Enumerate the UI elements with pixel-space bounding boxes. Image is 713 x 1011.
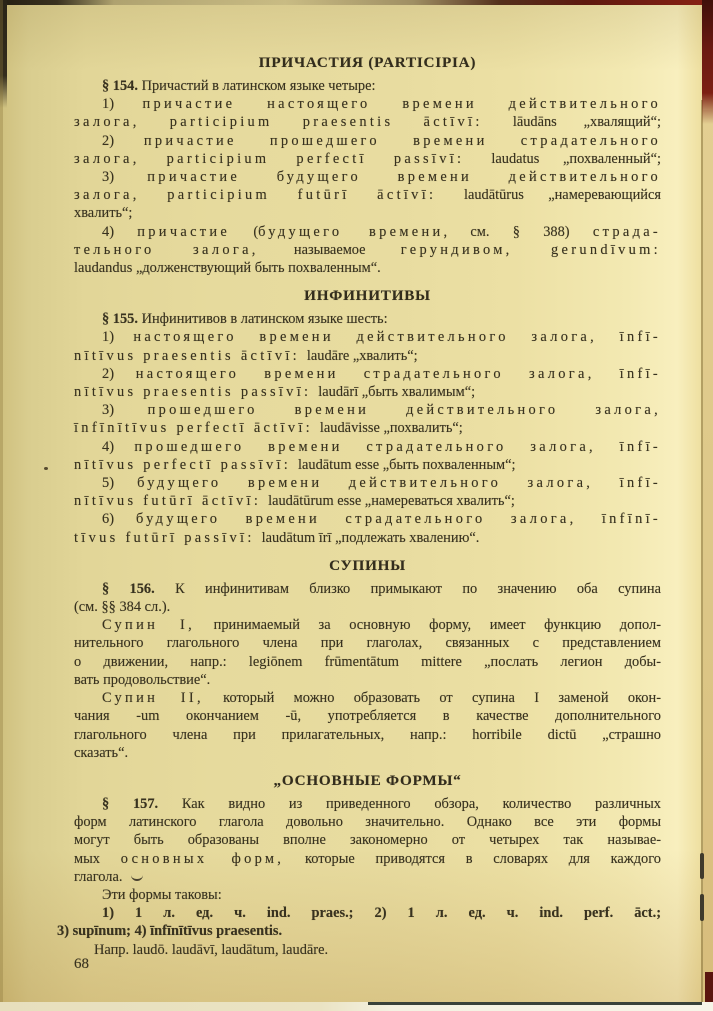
text-segment: Инфинитивов в латинском языке шесть: [141,311,388,328]
text-line [74,259,661,277]
text-segment: § 157. [102,795,182,812]
text-line [74,168,661,186]
text-line [74,438,661,456]
text-line [74,850,661,868]
text-segment: § 154. [102,78,142,94]
paragraph [74,365,661,401]
text-segment: прошедшего времени страдательного залога, īnfī- [134,438,662,455]
text-segment: чания -um окончанием -ū, употребляется в качестве дополнительного [74,708,661,725]
text-segment: принимаемый за основную форму, имеет функцию допол- [195,617,661,634]
text-segment: 3) supīnum; 4) īnfīnītīvus praesentis. [57,923,283,940]
section-heading: ПРИЧАСТИЯ (PARTICIPIA) [258,54,477,71]
text-segment: laudātum īrī „подлежать хвалению“. [261,529,480,546]
text-segment: сказать“. [74,744,129,761]
paragraph [74,580,661,616]
text-line [74,831,661,849]
paragraph [74,223,661,278]
text-line [74,383,661,401]
text-segment: залога, participium perfectī passīvī: [74,150,492,167]
text-line [74,510,661,528]
text-segment: nītīvus praesentis āctīvī: [74,347,307,364]
text-segment: ( [230,223,259,240]
text-line [74,744,661,762]
text-line [74,347,661,365]
text-segment: lāudāns „хвалящий“; [512,114,661,131]
text-segment: причастие прошедшего времени страдательного [143,132,661,149]
text-line [74,328,661,346]
text-segment: 2) [102,365,136,382]
text-line [74,186,661,204]
text-segment: Как видно из приведенного обзора, количество различных [181,795,661,812]
text-line [74,419,661,437]
page-top-edge-shadow [0,0,713,5]
paragraph [74,795,661,886]
text-segment: 4) [102,223,138,240]
book-cover-red-edge-bottom [705,972,713,1004]
section-heading: ИНФИНИТИВЫ [304,287,431,305]
text-segment: nītīvus praesentis passīvī: [74,384,319,401]
paragraph [74,328,661,364]
text-segment: глагола. [74,868,123,885]
text-segment: Причастий в латинском языке четыре: [141,78,376,94]
text-segment: залога, participium praesentis āctīvī: [74,114,513,131]
paragraph [74,310,661,328]
text-line [74,529,661,547]
text-segment: мых [74,850,121,867]
text-line [74,401,661,419]
text-segment: laudandus „долженствующий быть похваленным“. [74,260,381,277]
text-segment: 1) [102,96,143,113]
text-segment: которые приводятся в словарях для каждого [284,850,661,867]
text-segment: будущего времени действительного залога, īnfī- [137,475,661,492]
text-segment: герундивом, gerundīvum: [400,241,661,258]
text-segment: laudārī „быть хвалимым“; [318,384,476,401]
text-segment: нительного глагольного члена при глаголах, связанных с представлением [74,635,661,652]
page-number: 68 [74,956,89,972]
text-segment: Эти формы таковы: [102,886,222,903]
text-line [74,795,661,813]
text-line [74,474,661,492]
text-segment: о движении, напр.: legiōnem frūmentātum mittere „послать легион добы- [74,653,661,670]
text-segment: laudāvisse „похвалить“; [319,420,463,437]
text-segment: 4) [102,438,135,455]
text-segment: причастие [137,223,231,240]
text-segment: причастие будущего времени действительного [147,169,661,186]
paragraph [74,886,661,904]
margin-dash-mark-2 [700,894,704,921]
text-block [57,0,662,959]
text-line [74,813,661,831]
paragraph [74,510,661,546]
text-line [74,95,661,113]
text-line [74,492,661,510]
text-line [74,150,661,168]
section-heading: СУПИНЫ [329,556,406,574]
page-right-edge-strip [703,110,713,990]
text-line [74,941,661,959]
text-line [74,904,661,922]
text-segment: будущего времени страдательного залога, īnfīnī- [136,511,661,528]
text-segment: (см. §§ 384 сл.). [74,599,171,616]
text-segment: будущего времени [258,223,444,240]
section-heading: „ОСНОВНЫЕ ФОРМЫ“ [273,771,462,789]
text-line [74,310,661,328]
text-line [74,77,661,95]
text-segment: 1) [102,329,134,346]
text-line [74,689,661,707]
text-segment: laudātūrus „намеревающийся [463,187,662,204]
paragraph [57,904,661,959]
book-cover-red-edge-top [702,0,713,124]
text-segment: laudātum esse „быть похваленным“; [298,456,516,473]
paragraph [74,474,661,510]
text-segment: , см. § 388) [443,223,593,240]
text-segment: tīvus futūrī passīvī: [74,529,262,546]
text-segment: 2) [102,132,144,149]
page-left-edge [0,0,3,1011]
text-segment: Супин II, [102,690,204,707]
text-segment: 5) [102,475,138,492]
paragraph [74,689,661,762]
text-segment: § 155. [102,311,142,328]
text-segment: тельного залога, [74,241,259,258]
text-segment: § 156. [102,580,176,597]
text-segment: Напр. laudō. laudāvī, laudātum, laudāre. [94,941,329,958]
text-line [74,671,661,689]
paragraph [74,616,661,689]
text-segment: хвалить“; [74,205,133,222]
text-segment: причастие настоящего времени действительного [142,96,661,113]
text-segment: который можно образовать от супина I заменой окон- [203,690,661,707]
text-line [74,132,661,150]
text-segment: глагольного члена при прилагательных, напр.: horribile dictū „страшно [74,726,661,743]
text-segment: laudātūrum esse „намереваться хвалить“; [268,493,515,510]
text-segment: laudatus „похваленный“; [491,150,661,167]
text-line [74,204,661,222]
margin-dash-mark-1 [700,853,704,879]
text-segment: laudāre „хвалить“; [306,347,418,364]
text-segment: 1) 1 л. ед. ч. ind. praes.; 2) 1 л. ед. ч. ind. perf. āct.; [102,905,661,922]
text-line [74,726,661,744]
text-segment: форм латинского глагола довольно значительно. Однако все эти формы [74,814,661,831]
paragraph [74,401,661,437]
text-segment: 6) [102,511,136,528]
text-line [74,241,661,259]
text-segment: nītīvus futūrī āctīvī: [74,493,269,510]
text-segment: К инфинитивам близко примыкают по значению оба супина [175,580,661,597]
paragraph [74,95,661,131]
text-segment: прошедшего времени действительного залога, [147,402,662,419]
paragraph [74,438,661,474]
text-segment: настоящего времени действительного залога, īnfī- [133,329,662,346]
paragraph [74,132,661,168]
text-line [74,634,661,652]
paragraph [74,77,661,95]
ink-speck [44,467,48,470]
text-line [74,868,661,886]
text-segment: настоящего времени страдательного залога, īnfī- [135,365,662,382]
text-line [74,886,661,904]
pen-mark [131,872,143,881]
text-line [57,922,661,940]
text-segment: могут быть образованы вполне закономерно от четырех так называе- [74,832,661,849]
text-segment: называемое [258,241,401,258]
text-segment: nītīvus perfectī passīvī: [74,456,298,473]
text-line [74,653,661,671]
text-line [74,223,661,241]
text-segment: основных форм, [120,850,285,867]
text-line [74,113,661,131]
paragraph [74,168,661,223]
text-segment: залога, participium futūrī āctīvī: [74,187,464,204]
text-segment: страда- [592,223,662,240]
text-line [74,598,661,616]
text-segment: вать продовольствие“. [74,671,211,688]
text-segment: 3) [102,402,148,419]
text-line [74,456,661,474]
text-line [74,707,661,725]
text-segment: īnfīnītīvus perfectī āctīvī: [74,420,320,437]
text-line [74,616,661,634]
text-line [74,365,661,383]
page-bottom-dark-line [368,1002,702,1005]
text-segment: 3) [102,169,148,186]
text-segment: Супин I, [102,617,196,634]
text-line [74,580,661,598]
